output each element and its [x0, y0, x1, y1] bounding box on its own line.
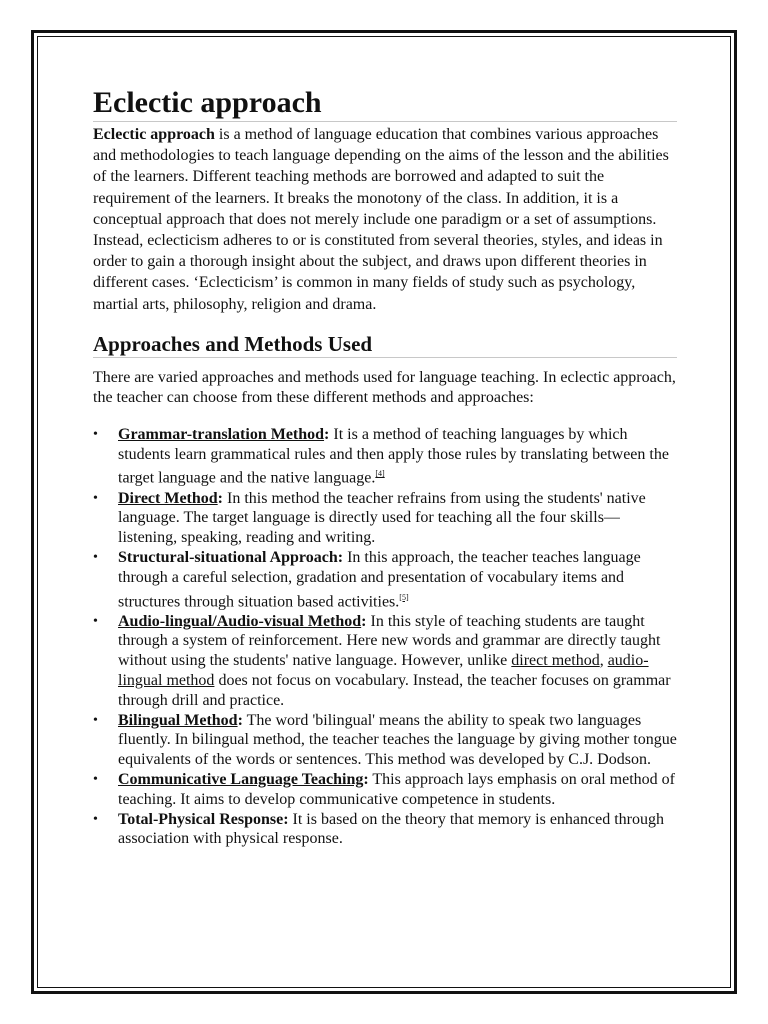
method-description: It is a method of teaching languages by which students learn grammatical rules and then apply those rules by translating between the target language and the native language.	[118, 425, 669, 487]
list-item	[93, 770, 677, 810]
list-item	[93, 548, 677, 612]
intro-text: is a method of language education that combines various approaches and methodologies to teach language depending on the aims of the lesson and the abilities of the learners. Different teaching methods are borrowed and adapted to suit the requirement of the learners. It breaks the monotony of the class. In addition, it is a conceptual approach that does not merely include one paradigm or a set of assumptions. Instead, eclecticism adheres to or is constituted from several theories, styles, and ideas in order to gain a thorough insight about the subject, and draws upon different theories in different cases. ‘Eclecticism’ is common in many fields of study such as psychology, martial arts, philosophy, religion and drama.	[93, 126, 669, 313]
method-term: Structural-situational Approach	[118, 548, 338, 566]
method-description: This approach lays emphasis on oral method of teaching. It aims to develop communicative competence in students.	[118, 771, 675, 808]
methods-list	[93, 425, 677, 849]
method-term: Total-Physical Response:	[118, 810, 289, 828]
term-colon: :	[217, 489, 223, 507]
intro-paragraph	[93, 124, 677, 315]
method-term-link[interactable]: Direct Method	[118, 489, 218, 507]
method-description: In this method the teacher refrains from using the students' native language. The target language is directly used for teaching all the four skills—listening, speaking, reading and writing.	[118, 489, 646, 547]
method-description: The word 'bilingual' means the ability to speak two languages fluently. In bilingual method, the teacher teaches the language by giving mother tongue equivalents of the words or sentences. This method was developed by C.J. Dodson.	[118, 711, 677, 769]
list-item	[93, 711, 677, 770]
bullet-icon: •	[93, 549, 98, 565]
reference-link[interactable]: [4]	[375, 469, 385, 479]
term-colon: :	[361, 612, 367, 630]
bullet-icon: •	[93, 811, 98, 827]
method-description: In this approach, the teacher teaches language through a careful selection, gradation and presentation of vocabulary items and structures through situation based activities.	[118, 548, 641, 610]
method-term-link[interactable]: Bilingual Method	[118, 711, 238, 729]
bullet-icon: •	[93, 772, 98, 788]
bullet-icon: •	[93, 712, 98, 728]
term-colon: :	[363, 771, 369, 789]
direct-method-link[interactable]: direct method	[511, 652, 600, 670]
term-colon: :	[324, 425, 330, 443]
list-item	[93, 810, 677, 850]
method-term-link[interactable]: Audio-lingual/Audio-visual Method	[118, 612, 362, 630]
page-title: Eclectic approach	[93, 86, 677, 122]
bullet-icon: •	[93, 490, 98, 506]
list-item	[93, 489, 677, 548]
bullet-icon: •	[93, 426, 98, 442]
list-item	[93, 425, 677, 489]
section-heading: Approaches and Methods Used	[93, 331, 677, 358]
section-intro: There are varied approaches and methods used for language teaching. In eclectic approach, the teacher can choose from these different methods and approaches:	[93, 368, 676, 407]
method-term-link[interactable]: Grammar-translation Method	[118, 425, 325, 443]
reference-link[interactable]: [5]	[399, 592, 409, 602]
intro-bold-term: Eclectic approach	[93, 126, 215, 143]
document-body	[93, 86, 677, 849]
term-colon: :	[337, 548, 344, 566]
bullet-icon: •	[93, 613, 98, 629]
term-colon: :	[237, 711, 243, 729]
list-item	[93, 612, 677, 711]
method-description: In this style of teaching students are taught through a system of reinforcement. Here new words and grammar are directly taught without using the students' native language. However, unlike	[118, 612, 661, 670]
method-description-sep: ,	[599, 652, 608, 670]
method-description: It is based on the theory that memory is enhanced through association with physical response.	[118, 810, 664, 848]
audio-lingual-method-link[interactable]: audio-lingual method	[118, 652, 649, 690]
method-description-end: does not focus on vocabulary. Instead, the teacher focuses on grammar through drill and practice.	[118, 672, 671, 709]
method-term-link[interactable]: Communicative Language Teaching	[118, 771, 364, 789]
